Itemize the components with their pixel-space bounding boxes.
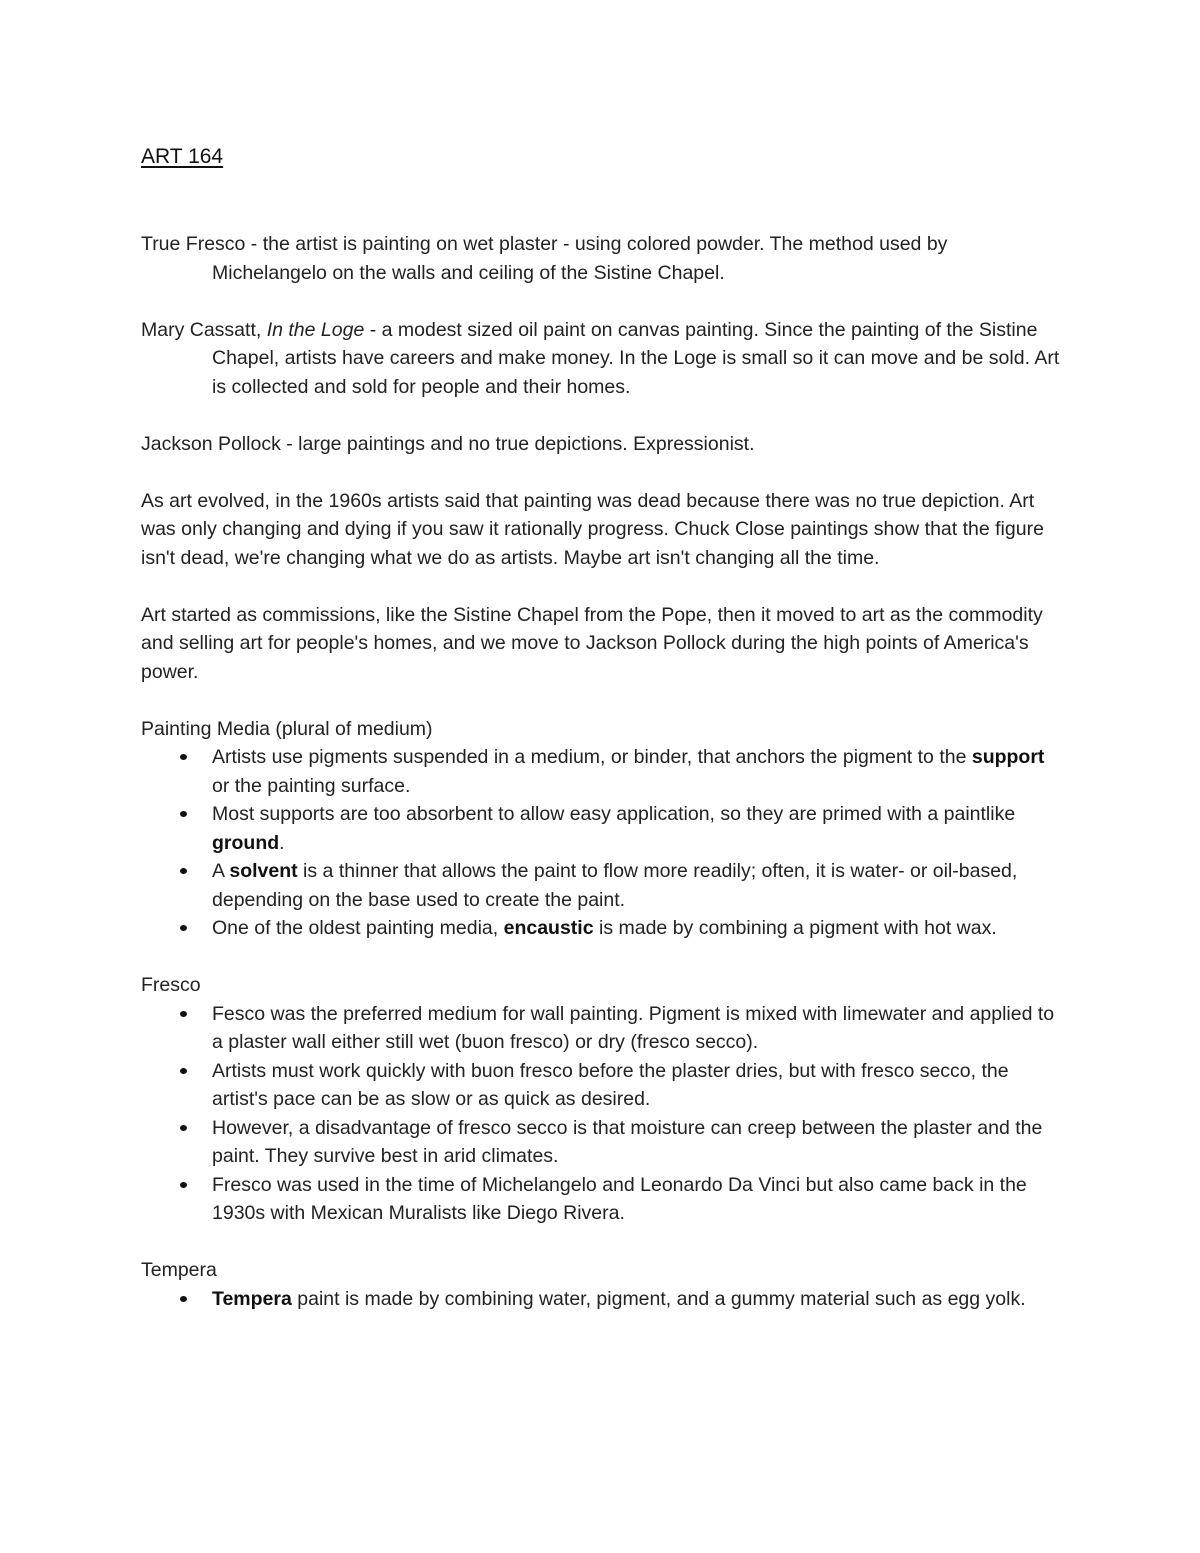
pollock-paragraph: Jackson Pollock - large paintings and no true depictions. Expressionist. xyxy=(141,432,755,455)
list-item: Most supports are too absorbent to allow easy application, so they are primed with a paintlike ground. xyxy=(141,800,1061,857)
bullet-icon xyxy=(180,1011,187,1017)
list-item: One of the oldest painting media, encaustic is made by combining a pigment with hot wax. xyxy=(141,914,1061,943)
list-item: Fesco was the preferred medium for wall painting. Pigment is mixed with limewater and applied to a plaster wall either still wet (buon fresco) or dry (fresco secco). xyxy=(141,1000,1061,1057)
media-heading: Painting Media (plural of medium) xyxy=(141,717,433,740)
fresco-list xyxy=(141,1000,1061,1228)
document-page xyxy=(141,142,1061,1313)
true-fresco-paragraph: True Fresco - the artist is painting on wet plaster - using colored powder. The method used by Michelangelo on the walls and ceiling of the Sistine Chapel. xyxy=(141,233,948,284)
list-item: Artists use pigments suspended in a medium, or binder, that anchors the pigment to the support or the painting surface. xyxy=(141,743,1061,800)
cassatt-paragraph xyxy=(141,316,1061,402)
list-item: Artists must work quickly with buon fresco before the plaster dries, but with fresco secco, the artist's pace can be as slow or as quick as desired. xyxy=(141,1057,1061,1114)
list-item: Tempera paint is made by combining water, pigment, and a gummy material such as egg yolk. xyxy=(141,1285,1061,1314)
document-title: ART 164 xyxy=(141,145,224,168)
list-item: Fresco was used in the time of Michelangelo and Leonardo Da Vinci but also came back in the 1930s with Mexican Muralists like Diego Rivera. xyxy=(141,1171,1061,1228)
bullet-icon xyxy=(180,1125,187,1131)
bold-term: support xyxy=(971,746,1045,768)
cassatt-name: Mary Cassatt, xyxy=(141,318,267,341)
list-item: However, a disadvantage of fresco secco is that moisture can creep between the plaster and the paint. They survive best in arid climates. xyxy=(141,1114,1061,1171)
bullet-icon xyxy=(180,754,187,760)
cassatt-text: - a modest sized oil paint on canvas painting. Since the painting of the Sistine Chapel, artists have careers and make money. In the Loge is small so it can move and be sold. Art is collected and sold for people and their homes. xyxy=(212,318,1060,398)
tempera-list xyxy=(141,1285,1061,1314)
bullet-icon xyxy=(180,1068,187,1074)
bold-term: ground xyxy=(212,831,280,854)
bullet-icon xyxy=(180,1182,187,1188)
media-list xyxy=(141,743,1061,943)
bullet-icon xyxy=(180,868,187,874)
cassatt-work-title: In the Loge xyxy=(266,318,365,341)
evolved-paragraph: As art evolved, in the 1960s artists said that painting was dead because there was no true depiction. Art was only changing and dying if you saw it rationally progress. Chuck Close paintings show that the figure isn't dead, we're changing what we do as artists. Maybe art isn't changing all the time. xyxy=(141,489,1044,569)
bold-term: encaustic xyxy=(503,917,594,939)
bullet-icon xyxy=(180,1296,187,1302)
bold-term: Tempera xyxy=(212,1287,292,1310)
bold-term: solvent xyxy=(229,860,298,882)
bullet-icon xyxy=(180,925,187,931)
fresco-heading: Fresco xyxy=(141,974,201,996)
bullet-icon xyxy=(180,811,187,817)
list-item: A solvent is a thinner that allows the paint to flow more readily; often, it is water- or oil-based, depending on the base used to create the paint. xyxy=(141,857,1061,914)
tempera-heading: Tempera xyxy=(141,1259,217,1281)
commissions-paragraph: Art started as commissions, like the Sistine Chapel from the Pope, then it moved to art as the commodity and selling art for people's homes, and we move to Jackson Pollock during the high points of America's power. xyxy=(141,603,1043,683)
